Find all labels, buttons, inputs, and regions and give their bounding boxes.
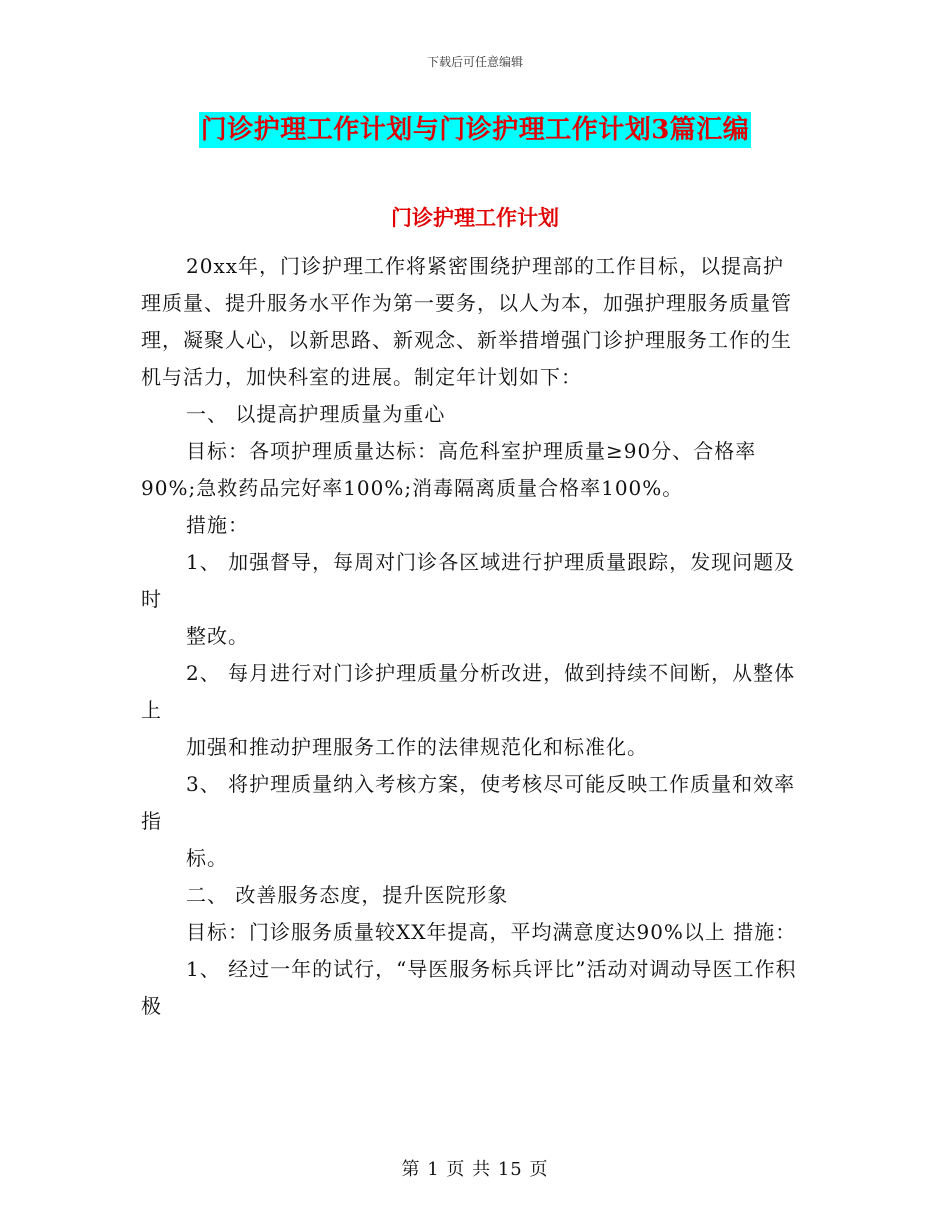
list-item-1-continuation: 整改。 [186, 624, 249, 648]
section-title: 门诊护理工作计划 [391, 205, 559, 230]
heading-one: 一、 以提高护理质量为重心 [186, 402, 446, 426]
paragraph-goal-two: 目标：门诊服务质量较XX年提高，平均满意度达90%以上 措施： [186, 920, 797, 944]
list-item-1: 1、 加强督导，每周对门诊各区域进行护理质量跟踪，发现问题及时 [141, 550, 796, 611]
document-body [141, 248, 801, 1025]
document-title-container [0, 112, 950, 148]
list-item-1-section-two: 1、 经过一年的试行，“导医服务标兵评比”活动对调动导医工作积极 [141, 957, 797, 1018]
paragraph-measures-label: 措施： [186, 513, 249, 537]
heading-two: 二、 改善服务态度，提升医院形象 [186, 883, 509, 907]
paragraph-intro: 20xx年，门诊护理工作将紧密围绕护理部的工作目标，以提高护理质量、提升服务水平作为第一要务，以人为本，加强护理服务质量管理，凝聚人心，以新思路、新观念、新举措增强门诊护理服务工作的生机与活力，加快科室的进展。制定年计划如下： [141, 254, 792, 389]
list-item-3: 3、 将护理质量纳入考核方案，使考核尽可能反映工作质量和效率指 [141, 772, 796, 833]
page-footer: 第 1 页 共 15 页 [401, 1159, 549, 1180]
document-title: 门诊护理工作计划与门诊护理工作计划3篇汇编 [199, 112, 752, 148]
header-note: 下载后可任意编辑 [426, 55, 523, 69]
paragraph-goal-one: 目标：各项护理质量达标：高危科室护理质量≥90分、合格率90%;急救药品完好率100%;消毒隔离质量合格率100%。 [141, 439, 757, 500]
list-item-3-continuation: 标。 [186, 846, 228, 870]
list-item-2-continuation: 加强和推动护理服务工作的法律规范化和标准化。 [186, 735, 648, 759]
list-item-2: 2、 每月进行对门诊护理质量分析改进，做到持续不间断，从整体上 [141, 661, 796, 722]
